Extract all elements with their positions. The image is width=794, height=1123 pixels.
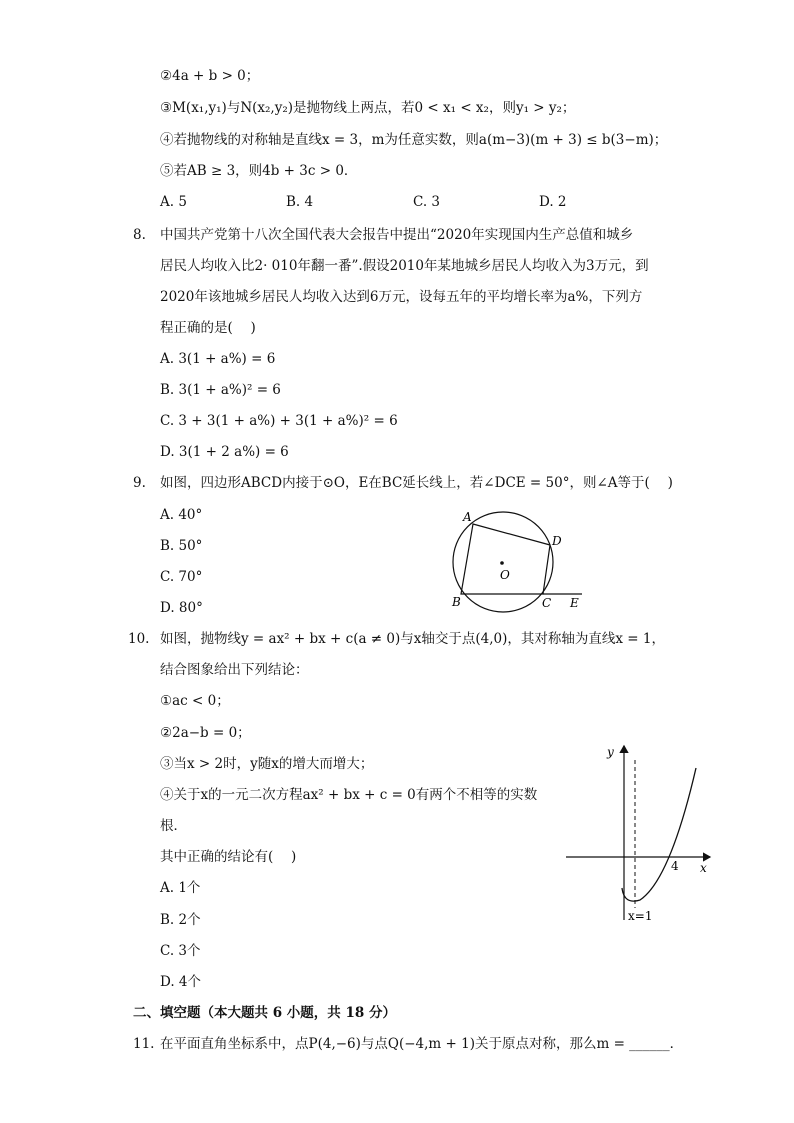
q8-option-b: B. 3(1 + a%)² = 6	[160, 382, 281, 398]
q10-parabola-figure	[560, 740, 720, 930]
q10-line-2: 结合图象给出下列结论：	[160, 662, 309, 678]
q10-option-a: A. 1个	[160, 880, 201, 896]
q9-option-b: B. 50°	[160, 538, 203, 554]
q8-option-d: D. 3(1 + 2 a%) = 6	[160, 444, 289, 460]
q8-line-2: 居民人均收入比2· 010年翻一番”.假设2010年某地城乡居民人均收入为3万元，到	[160, 258, 649, 274]
q9-label-o: O	[500, 568, 510, 582]
q7-option-a: A. 5	[160, 194, 187, 210]
q9-label-a: A	[463, 510, 472, 524]
q10-parabola	[622, 768, 696, 901]
q11-line-1: 在平面直角坐标系中，点P(4,−6)与点Q(−4,m + 1)关于原点对称，那么m = ______．	[160, 1036, 684, 1052]
q10-number: 10.	[128, 631, 150, 647]
q9-label-d: D	[552, 534, 562, 548]
q10-option-c: C. 3个	[160, 943, 201, 959]
q10-line-1: 如图，抛物线y = ax² + bx + c(a ≠ 0)与x轴交于点(4,0)，其对称轴为直线x = 1，	[160, 631, 665, 647]
q10-label-axis: x=1	[628, 909, 653, 923]
q11-number: 11.	[133, 1036, 155, 1052]
q9-center-dot	[500, 561, 504, 565]
q9-number: 9.	[133, 475, 146, 491]
q9-label-c: C	[542, 596, 552, 610]
q7-item-5: ⑤若AB ≥ 3，则4b + 3c > 0．	[160, 163, 358, 179]
q9-quadrilateral	[461, 524, 550, 594]
q9-circle-figure	[440, 505, 590, 615]
q10-item-3: ③当x > 2时，y随x的增大而增大；	[160, 756, 374, 772]
q10-label-y: y	[607, 745, 614, 759]
q9-option-d: D. 80°	[160, 600, 203, 616]
q7-option-c: C. 3	[413, 194, 441, 210]
q8-line-4: 程正确的是( )	[160, 320, 256, 336]
q9-label-b: B	[452, 595, 461, 609]
q10-label-four: 4	[671, 859, 679, 873]
q7-item-2: ②4a + b > 0；	[160, 68, 260, 84]
q7-option-d: D. 2	[539, 194, 567, 210]
q10-option-b: B. 2个	[160, 912, 201, 928]
q10-item-2: ②2a−b = 0；	[160, 725, 251, 741]
q9-option-c: C. 70°	[160, 569, 203, 585]
q10-item-1: ①ac < 0；	[160, 693, 230, 709]
q8-line-1: 中国共产党第十八次全国代表大会报告中提出“2020年实现国内生产总值和城乡	[160, 227, 634, 243]
q10-question: 其中正确的结论有( )	[160, 849, 297, 865]
q10-option-d: D. 4个	[160, 974, 202, 990]
q10-item-4b: 根．	[160, 818, 187, 834]
q10-item-4a: ④关于x的一元二次方程ax² + bx + c = 0有两个不相等的实数	[160, 787, 538, 803]
q7-option-b: B. 4	[286, 194, 314, 210]
section-2-title: 二、填空题（本大题共 6 小题，共 18 分）	[133, 1005, 396, 1021]
q10-label-x: x	[700, 861, 707, 875]
q9-label-e: E	[570, 596, 579, 610]
q9-line-1: 如图，四边形ABCD内接于⊙O，E在BC延长线上，若∠DCE = 50°，则∠A等于( )	[160, 475, 673, 491]
q9-option-a: A. 40°	[160, 507, 203, 523]
q8-number: 8.	[133, 227, 146, 243]
q8-option-c: C. 3 + 3(1 + a%) + 3(1 + a%)² = 6	[160, 413, 398, 429]
q7-item-3: ③M(x₁,y₁)与N(x₂,y₂)是抛物线上两点，若0 < x₁ < x₂，则y₁ > y₂；	[160, 100, 576, 116]
q7-item-4: ④若抛物线的对称轴是直线x = 3，m为任意实数，则a(m−3)(m + 3) ≤ b(3−m)；	[160, 132, 668, 148]
q8-line-3: 2020年该地城乡居民人均收入达到6万元，设每五年的平均增长率为a%，下列方	[160, 289, 643, 305]
q8-option-a: A. 3(1 + a%) = 6	[160, 351, 276, 367]
